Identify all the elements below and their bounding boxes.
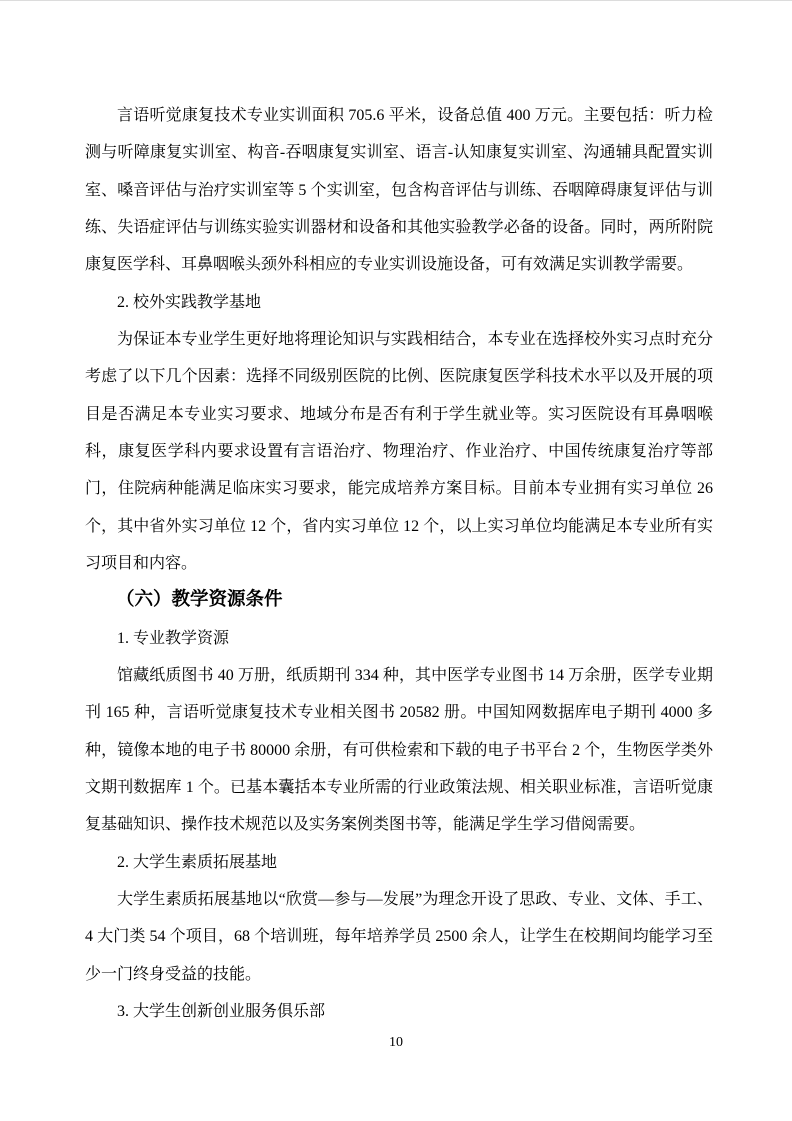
numbered-subheading: 2. 校外实践教学基地 [117,293,262,311]
body-paragraph: 言语听觉康复技术专业实训面积 705.6 平米，设备总值 400 万元。主要包括：听力检测与听障康复实训室、构音-吞咽康复实训室、语言-认知康复实训室、沟通辅具配置实训室、嗓音评估与治疗实训室等 5 个实训室，包含构音评估与训练、吞咽障碍康复评估与训练、失语症评估与训练实验实训器材和设备和其他实验教学必备的设备。同时，两所附院康复医学科、耳鼻咽喉头颈外科相应的专业实训设施设备，可有效满足实训教学需要。 [85,107,713,274]
body-paragraph: 为保证本专业学生更好地将理论知识与实践相结合，本专业在选择校外实习点时充分考虑了以下几个因素：选择不同级别医院的比例、医院康复医学科技术水平以及开展的项目是否满足本专业实习要求、地域分布是否有利于学生就业等。实习医院设有耳鼻咽喉科，康复医学科内要求设置有言语治疗、物理治疗、作业治疗、中国传统康复治疗等部门，住院病种能满足临床实习要求，能完成培养方案目标。目前本专业拥有实习单位 26 个，其中省外实习单位 12 个，省内实习单位 12 个，以上实习单位均能满足本专业所有实习项目和内容。 [85,330,713,572]
body-paragraph: 馆藏纸质图书 40 万册，纸质期刊 334 种，其中医学专业图书 14 万余册，医学专业期刊 165 种，言语听觉康复技术专业相关图书 20582 册。中国知网数据库电子期刊 4000 多种，镜像本地的电子书 80000 余册，有可供检索和下载的电子书平台 2 个，生物医学类外文期刊数据库 1 个。已基本囊括本专业所需的行业政策法规、相关职业标准，言语听觉康复基础知识、操作技术规范以及实务案例类图书等，能满足学生学习借阅需要。 [85,666,713,834]
page-number: 10 [389,1035,403,1050]
numbered-subheading: 2. 大学生素质拓展基地 [117,853,278,871]
numbered-subheading: 3. 大学生创新创业服务俱乐部 [117,1002,326,1020]
section-heading: （六）教学资源条件 [116,590,283,611]
numbered-subheading: 1. 专业教学资源 [117,629,230,647]
body-paragraph: 大学生素质拓展基地以“欣赏—参与—发展”为理念开设了思政、专业、文体、手工、4 大门类 54 个项目，68 个培训班，每年培养学员 2500 余人，让学生在校期间均能学习至少一门终身受益的技能。 [85,890,713,983]
page-footer [0,1033,792,1052]
